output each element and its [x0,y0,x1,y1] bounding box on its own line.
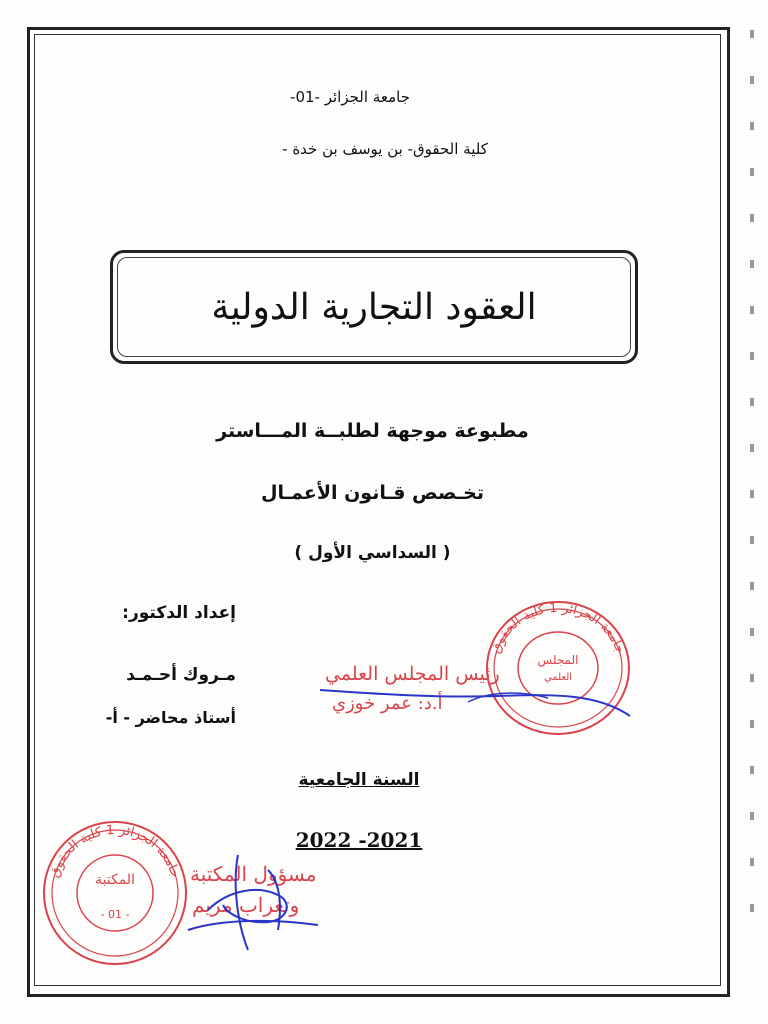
council-stamp-center-2: العلمي [543,672,573,683]
document-subtitle: مطبوعة موجهة لطلبــة المـــاستر [216,420,529,442]
council-signature-icon [318,672,638,722]
university-name: جامعة الجزائر -01- [290,88,410,106]
title-box [110,250,638,364]
library-signature-name: وتغراب مريم [192,893,300,917]
academic-year-label: السنة الجامعية [298,770,420,790]
library-stamp-center-1: المكتبة [95,872,135,888]
prepared-by-label: إعداد الدكتور: [122,603,236,623]
library-stamp [40,818,190,968]
semester: ( السداسي الأول ) [294,543,451,563]
scan-edge-marks [744,30,758,1020]
library-signature-title: مسؤول المكتبة [190,862,317,886]
council-signature-name: أ.د: عمر خوزي [332,693,443,714]
library-stamp-ring-text: جامعة الجزائر 1 كلية الحقوق [47,822,183,880]
title-box-inner [117,257,631,357]
council-stamp-ring-text: جامعة الجزائر 1 كلية الحقوق [488,600,628,656]
document-title: العقود التجارية الدولية [211,286,537,328]
faculty-name: كلية الحقوق- بن يوسف بن خدة - [282,140,488,158]
author-rank: أستاذ محاضر - أ- [105,708,236,727]
specialty: تخـصص قـانون الأعمـال [260,482,485,504]
academic-year: 2022 -2021 [295,828,423,852]
library-stamp-center-2: - 01 - [100,908,130,921]
author-name: مـروك أحـمـد [126,665,236,685]
council-signature-title: رئيس المجلس العلمي [325,663,500,685]
library-signature-icon [178,850,328,960]
council-stamp-center-1: المجلس [537,653,579,667]
